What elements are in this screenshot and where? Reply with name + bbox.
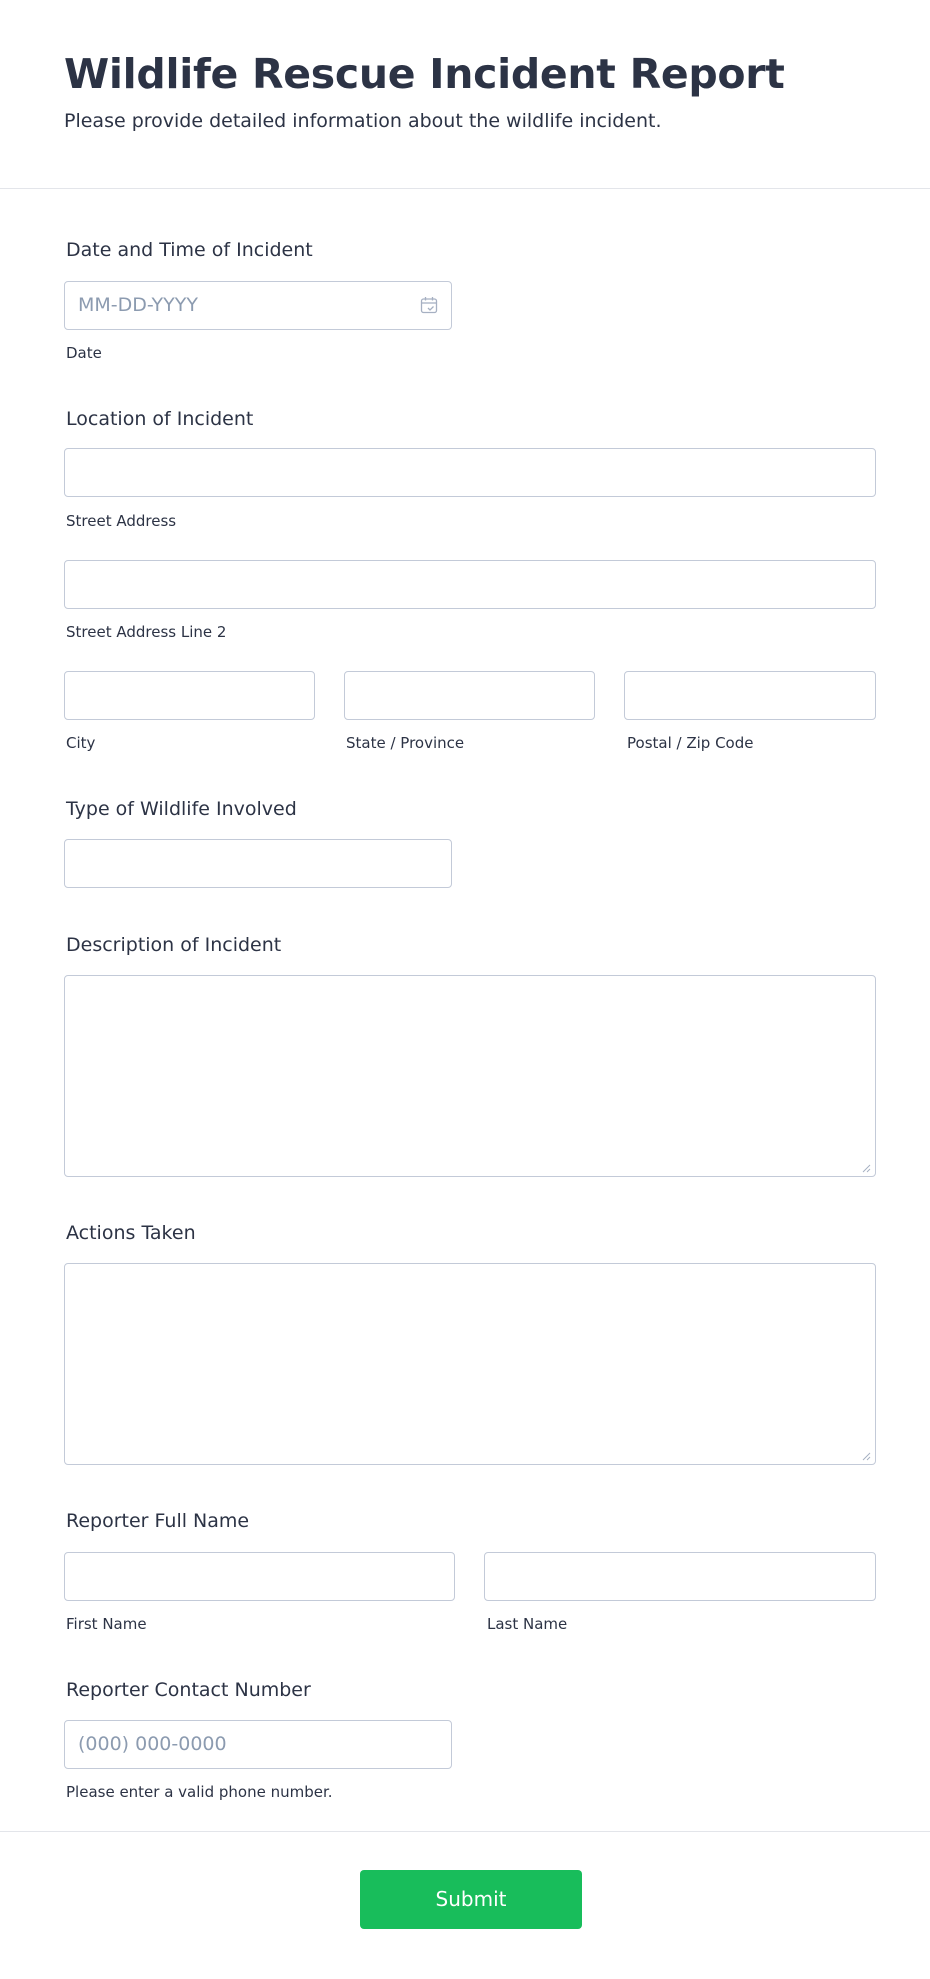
location-label: Location of Incident [66, 408, 254, 430]
last-name-input[interactable] [484, 1552, 876, 1601]
date-placeholder: MM-DD-YYYY [78, 294, 198, 316]
last-name-sublabel: Last Name [487, 1615, 568, 1633]
reporter-name-label: Reporter Full Name [66, 1510, 250, 1532]
phone-hint: Please enter a valid phone number. [66, 1783, 333, 1801]
phone-input[interactable] [64, 1720, 452, 1769]
submit-button[interactable]: Submit [360, 1870, 582, 1929]
street-address-input[interactable] [64, 448, 876, 497]
street-address-line2-sublabel: Street Address Line 2 [66, 623, 227, 641]
state-province-sublabel: State / Province [346, 734, 465, 752]
resize-grip-icon[interactable] [861, 1163, 871, 1173]
description-textarea[interactable] [64, 975, 876, 1177]
street-address-line2-input[interactable] [64, 560, 876, 609]
calendar-icon[interactable] [420, 296, 438, 314]
footer-divider [0, 1831, 930, 1832]
actions-taken-label: Actions Taken [66, 1222, 196, 1244]
form-subtitle: Please provide detailed information about the wildlife incident. [64, 110, 662, 132]
city-input[interactable] [64, 671, 315, 720]
wildlife-type-input[interactable] [64, 839, 452, 888]
postal-zip-sublabel: Postal / Zip Code [627, 734, 754, 752]
description-label: Description of Incident [66, 934, 282, 956]
date-input[interactable] [64, 281, 452, 330]
state-province-input[interactable] [344, 671, 595, 720]
phone-placeholder: (000) 000-0000 [78, 1733, 227, 1755]
reporter-contact-label: Reporter Contact Number [66, 1679, 311, 1701]
date-time-label: Date and Time of Incident [66, 239, 313, 261]
first-name-sublabel: First Name [66, 1615, 147, 1633]
form-title: Wildlife Rescue Incident Report [64, 50, 785, 98]
street-address-sublabel: Street Address [66, 512, 177, 530]
date-sublabel: Date [66, 344, 102, 362]
wildlife-type-label: Type of Wildlife Involved [66, 798, 297, 820]
resize-grip-icon[interactable] [861, 1451, 871, 1461]
postal-zip-input[interactable] [624, 671, 876, 720]
first-name-input[interactable] [64, 1552, 455, 1601]
form-header [0, 0, 930, 189]
city-sublabel: City [66, 734, 96, 752]
actions-taken-textarea[interactable] [64, 1263, 876, 1465]
